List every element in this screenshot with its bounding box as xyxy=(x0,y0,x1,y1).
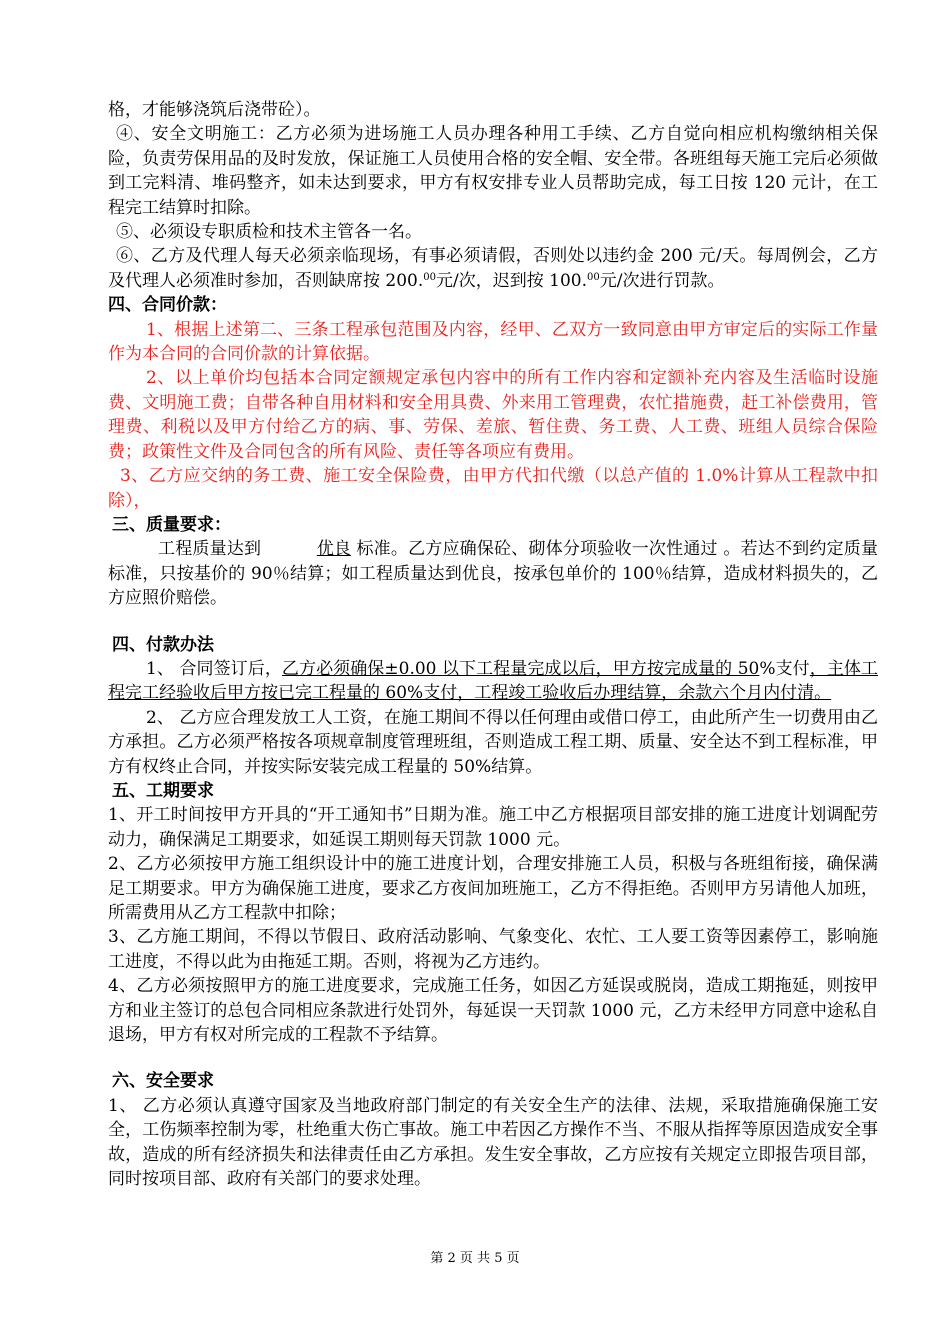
price-clause-1: 1、根据上述第二、三条工程承包范围及内容，经甲、乙双方一致同意由甲方审定后的实际工作量作为本合同的合同价款的计算依据。 xyxy=(108,319,878,365)
clause-item-5: ⑤、必须设专职质检和技术主管各一名。 xyxy=(116,222,422,243)
document-page xyxy=(108,98,878,1191)
section-heading-contract-price: 四、合同价款： xyxy=(108,295,227,316)
schedule-clause-3: 3、乙方施工期间，不得以节假日、政府活动影响、气象变化、农忙、工人要工资等因素停工，影响施工进度，不得以此为由拖延工期。否则，将视为乙方违约。 xyxy=(108,927,878,972)
paragraph-continuation: 格，才能够浇筑后浇带砼）。 xyxy=(108,100,321,120)
payment-clause-1: 1、 合同签订后，乙方必须确保±0.00 以下工程量完成以后，甲方按完成量的 50%支付，主体工程完工经验收后甲方按已完工程量的 60%支付，工程竣工验收后办理结算，余款六个月内付清。 xyxy=(108,658,878,704)
section-heading-safety: 六、安全要求 xyxy=(112,1071,214,1092)
spacer xyxy=(108,611,878,633)
clause-item-4: ④、安全文明施工：乙方必须为进场施工人员办理各种用工手续、乙方自觉向相应机构缴纳相关保险，负责劳保用品的及时发放，保证施工人员使用合格的安全帽、安全带。各班组每天施工完后必须做到工完料清、堆码整齐，如未达到要求，甲方有权安排专业人员帮助完成，每工日按 120 元计，在工程完工结算时扣除。 xyxy=(108,124,878,218)
safety-clause-1: 1、 乙方必须认真遵守国家及当地政府部门制定的有关安全生产的法律、法规，采取措施确保施工安全，工伤频率控制为零，杜绝重大伤亡事故。施工中若因乙方操作不当、不服从指挥等原因造成安全事故，造成的所有经济损失和法律责任由乙方承担。发生安全事故，乙方应按有关规定立即报告项目部，同时按项目部、政府有关部门的要求处理。 xyxy=(108,1095,878,1190)
spacer xyxy=(108,1047,878,1069)
page-number-footer: 第 2 页 共 5 页 xyxy=(430,1251,520,1266)
price-clause-3: 3、乙方应交纳的务工费、施工安全保险费，由甲方代扣代缴（以总产值的 1.0%计算从工程款中扣除）， xyxy=(108,466,878,511)
section-heading-quality: 三、质量要求： xyxy=(112,514,231,535)
section-heading-payment: 四、付款办法 xyxy=(112,634,214,655)
schedule-clause-4: 4、乙方必须按照甲方的施工进度要求，完成施工任务，如因乙方延误或脱岗，造成工期拖延，则按甲方和业主签订的总包合同相应条款进行处罚外，每延误一天罚款 1000 元，乙方未经甲方同意中途私自退场，甲方有权对所完成的工程款不予结算。 xyxy=(108,976,878,1046)
payment-clause-2: 2、 乙方应合理发放工人工资，在施工期间不得以任何理由或借口停工，由此所产生一切费用由乙方承担。乙方必须严格按各项规章制度管理班组，否则造成工程工期、质量、安全达不到工程标准，甲方有权终止合同，并按实际安装完成工程量的 50%结算。 xyxy=(108,707,878,777)
clause-item-6: ⑥、乙方及代理人每天必须亲临现场，有事必须请假，否则处以违约金 200 元/天。每周例会，乙方及代理人必须准时参加，否则缺席按 200.00元/次，迟到按 100.00元/次进行罚款。 xyxy=(108,246,878,291)
schedule-clause-2: 2、乙方必须按甲方施工组织设计中的施工进度计划，合理安排施工人员，积极与各班组衔接，确保满足工期要求。甲方为确保施工进度，要求乙方夜间加班施工，乙方不得拒绝。否则甲方另请他人加班，所需费用从乙方工程款中扣除； xyxy=(108,854,878,923)
quality-grade: 优良 xyxy=(316,539,351,560)
schedule-clause-1: 1、开工时间按甲方开具的“开工通知书”日期为准。施工中乙方根据项目部安排的施工进度计划调配劳动力，确保满足工期要求，如延误工期则每天罚款 1000 元。 xyxy=(108,805,878,850)
price-clause-2: 2、以上单价均包括本合同定额规定承包内容中的所有工作内容和定额补充内容及生活临时设施费、文明施工费；自带各种自用材料和安全用具费、外来用工管理费，农忙措施费，赶工补偿费用，管理费、利税以及甲方付给乙方的病、事、劳保、差旅、暂住费、务工费、人工费、班组人员综合保险费；政策性文件及合同包含的所有风险、责任等各项应有费用。 xyxy=(108,368,878,462)
section-heading-schedule: 五、工期要求 xyxy=(112,780,214,801)
quality-clause: 工程质量达到 优良 标准。乙方应确保砼、砌体分项验收一次性通过 。若达不到约定质量标准，只按基价的 90％结算；如工程质量达到优良，按承包单价的 100％结算，造成材料损失的，乙方应照价赔偿。 xyxy=(108,539,878,609)
